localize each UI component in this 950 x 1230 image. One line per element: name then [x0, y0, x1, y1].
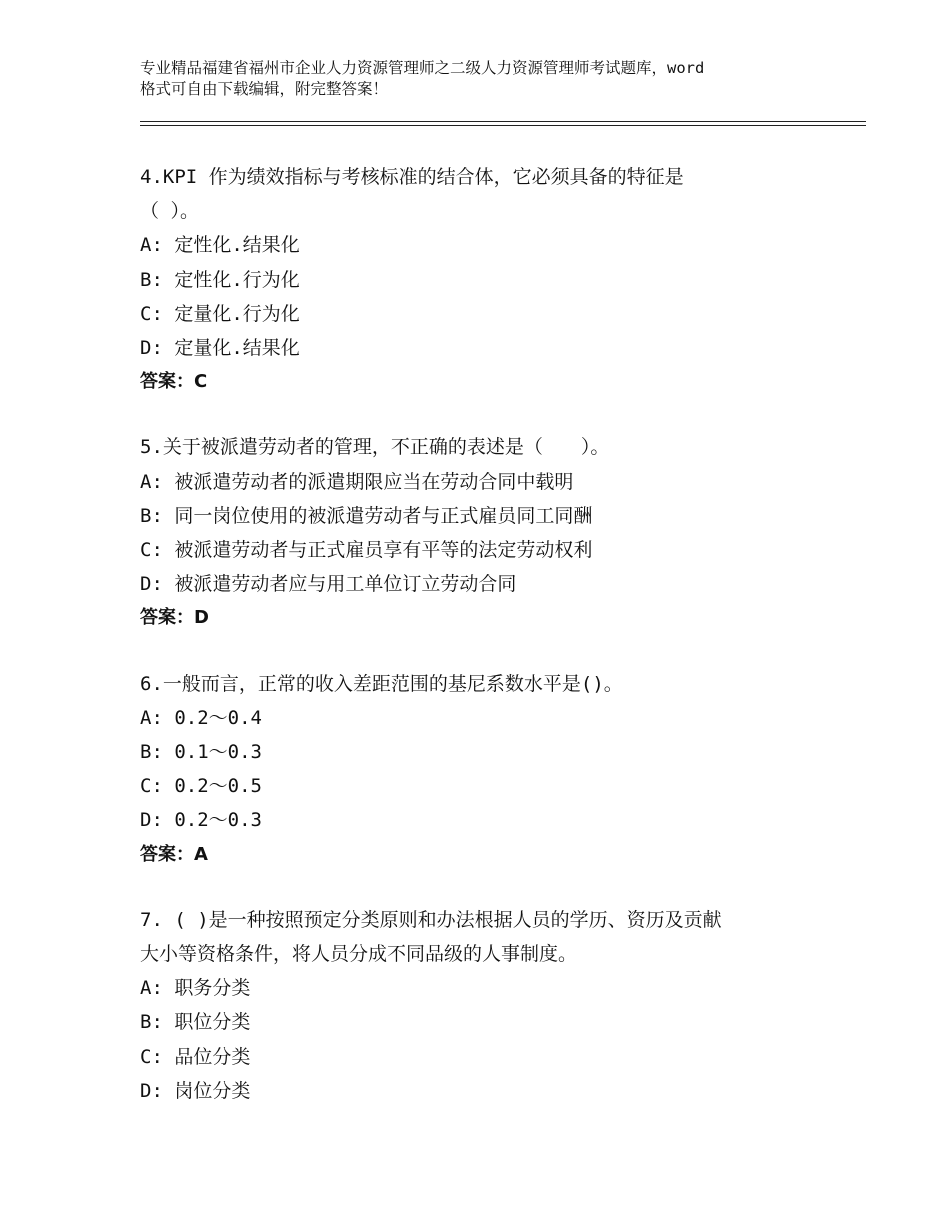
question-4	[140, 160, 840, 399]
option-b: B: 职位分类	[140, 1011, 251, 1034]
option-c: C: 被派遣劳动者与正式雇员享有平等的法定劳动权利	[140, 539, 593, 562]
option-d: D: 定量化.结果化	[140, 337, 300, 360]
header-line-2: 格式可自由下载编辑，附完整答案！	[140, 80, 389, 98]
question-7	[140, 903, 840, 1108]
header-divider-bottom	[140, 125, 866, 126]
option-d: D: 岗位分类	[140, 1079, 251, 1102]
answer-line: 答案：A	[140, 843, 208, 865]
question-stem: 大小等资格条件，将人员分成不同品级的人事制度。	[140, 943, 578, 966]
question-stem: （ ）。	[140, 200, 199, 223]
question-list	[140, 160, 840, 1139]
option-a: A: 职务分类	[140, 977, 251, 1000]
option-d: D: 被派遣劳动者应与用工单位订立劳动合同	[140, 573, 517, 596]
header-line-1: 专业精品福建省福州市企业人力资源管理师之二级人力资源管理师考试题库，word	[140, 59, 705, 77]
document-header	[140, 58, 860, 100]
question-stem: 5.关于被派遣劳动者的管理，不正确的表述是（ ）。	[140, 436, 610, 459]
option-c: C: 定量化.行为化	[140, 302, 300, 325]
option-d: D: 0.2～0.3	[140, 809, 262, 832]
question-stem: 6.一般而言，正常的收入差距范围的基尼系数水平是()。	[140, 672, 623, 695]
question-stem: 4.KPI 作为绩效指标与考核标准的结合体，它必须具备的特征是	[140, 166, 684, 188]
answer-line: 答案：C	[140, 371, 208, 393]
option-b: B: 同一岗位使用的被派遣劳动者与正式雇员同工同酬	[140, 504, 593, 527]
question-stem: 7. ( )是一种按照预定分类原则和办法根据人员的学历、资历及贡献	[140, 908, 722, 931]
header-divider-top	[140, 121, 866, 122]
question-6	[140, 667, 840, 872]
option-b: B: 定性化.行为化	[140, 268, 300, 291]
answer-line: 答案：D	[140, 607, 209, 629]
option-c: C: 品位分类	[140, 1045, 251, 1068]
option-b: B: 0.1～0.3	[140, 741, 262, 764]
option-a: A: 被派遣劳动者的派遣期限应当在劳动合同中载明	[140, 470, 574, 493]
option-a: A: 定性化.结果化	[140, 234, 300, 257]
option-c: C: 0.2～0.5	[140, 775, 262, 798]
question-5	[140, 430, 840, 635]
option-a: A: 0.2～0.4	[140, 706, 262, 729]
